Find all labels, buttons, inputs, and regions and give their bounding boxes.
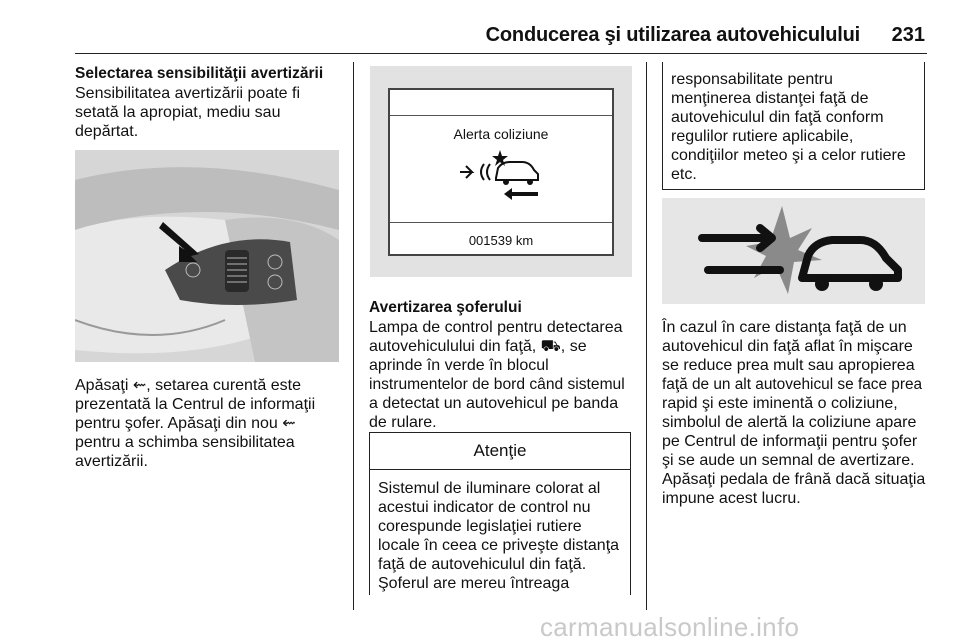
caution-note-box (369, 432, 631, 595)
column-divider-left (353, 62, 354, 610)
note-line: Sistemul de iluminare colorat al (378, 480, 601, 497)
odometer-readout: 001539 km (468, 233, 534, 248)
note-line: locale în ceea ce priveşte distanţa (378, 537, 620, 554)
body-line: autovehiculului din faţă, ⛟, se (369, 338, 587, 355)
collision-symbol-image (662, 198, 925, 304)
body-line: prezentată la Centrul de informaţii (75, 396, 316, 413)
caution-note-body (370, 470, 630, 593)
body-line: autovehicul din faţă aflat în mişcare (662, 338, 913, 355)
section-heading-driver-warning: Avertizarea şoferului (369, 299, 522, 316)
body-line: de rulare. (369, 414, 437, 431)
page-number: 231 (891, 24, 925, 46)
body-line: pentru şofer. Apăsaţi din nou ⇜ (75, 415, 296, 432)
column-divider-right (646, 62, 647, 610)
body-line: şi se aude un semnal de avertizare. (662, 452, 915, 469)
note-line: corespunde legislaţiei rutiere (378, 518, 582, 535)
intro-line: depărtat. (75, 123, 139, 140)
body-line: se reduce prea mult sau apropierea (662, 357, 915, 374)
body-line: pentru a schimba sensibilitatea (75, 434, 295, 451)
intro-line: Sensibilitatea avertizării poate fi (75, 85, 301, 102)
page-title: Conducerea şi utilizarea autovehiculului (485, 24, 860, 46)
body-line: Apăsaţi pedala de frână dacă situaţia (662, 471, 926, 488)
note-line: faţă de autovehiculul din faţă. (378, 556, 587, 573)
section-heading-sensitivity: Selectarea sensibilităţii avertizării (75, 65, 324, 82)
body-line: Apăsaţi ⇜, setarea curentă este (75, 377, 301, 394)
body-line: instrumentelor de bord când sistemul (369, 376, 625, 393)
body-line: pe Centrul de informaţii pentru şofer (662, 433, 918, 450)
body-line: a detectat un autovehicul pe banda (369, 395, 619, 412)
body-line: avertizării. (75, 453, 148, 470)
note-line: regulilor rutiere aplicabile, (671, 128, 854, 145)
header-divider (75, 53, 927, 54)
collision-alert-icon (452, 148, 552, 204)
watermark-text: carmanualsonline.info (540, 612, 800, 642)
body-line: aprinde în verde în blocul (369, 357, 549, 374)
driver-info-display-image (370, 66, 632, 277)
body-line: simbolul de alertă la coliziune apare (662, 414, 917, 431)
note-line: acestui indicator de control nu (378, 499, 591, 516)
note-line: autovehiculul din faţă conform (671, 109, 884, 126)
note-line: Şoferul are mereu întreaga (378, 575, 570, 592)
body-line: rapid şi este iminentă o coliziune, (662, 395, 898, 412)
steering-wheel-image (75, 150, 339, 362)
body-line: impune acest lucru. (662, 490, 801, 507)
note-line: etc. (671, 166, 697, 183)
note-line: responsabilitate pentru (671, 71, 833, 88)
caution-note-title: Atenţie (370, 433, 630, 470)
caution-note-continued (662, 62, 925, 190)
display-screen (388, 88, 614, 256)
body-line: faţă de un alt autovehicul se face prea (662, 376, 923, 393)
collision-alert-text: Alerta coliziune (453, 126, 549, 142)
body-line: Lampa de control pentru detectarea (369, 319, 623, 336)
note-line: condiţiilor meteo şi a celor rutiere (671, 147, 906, 164)
note-line: menţinerea distanţei faţă de (671, 90, 869, 107)
body-line: În cazul în care distanţa faţă de un (662, 319, 907, 336)
intro-line: setată la apropiat, mediu sau (75, 104, 281, 121)
